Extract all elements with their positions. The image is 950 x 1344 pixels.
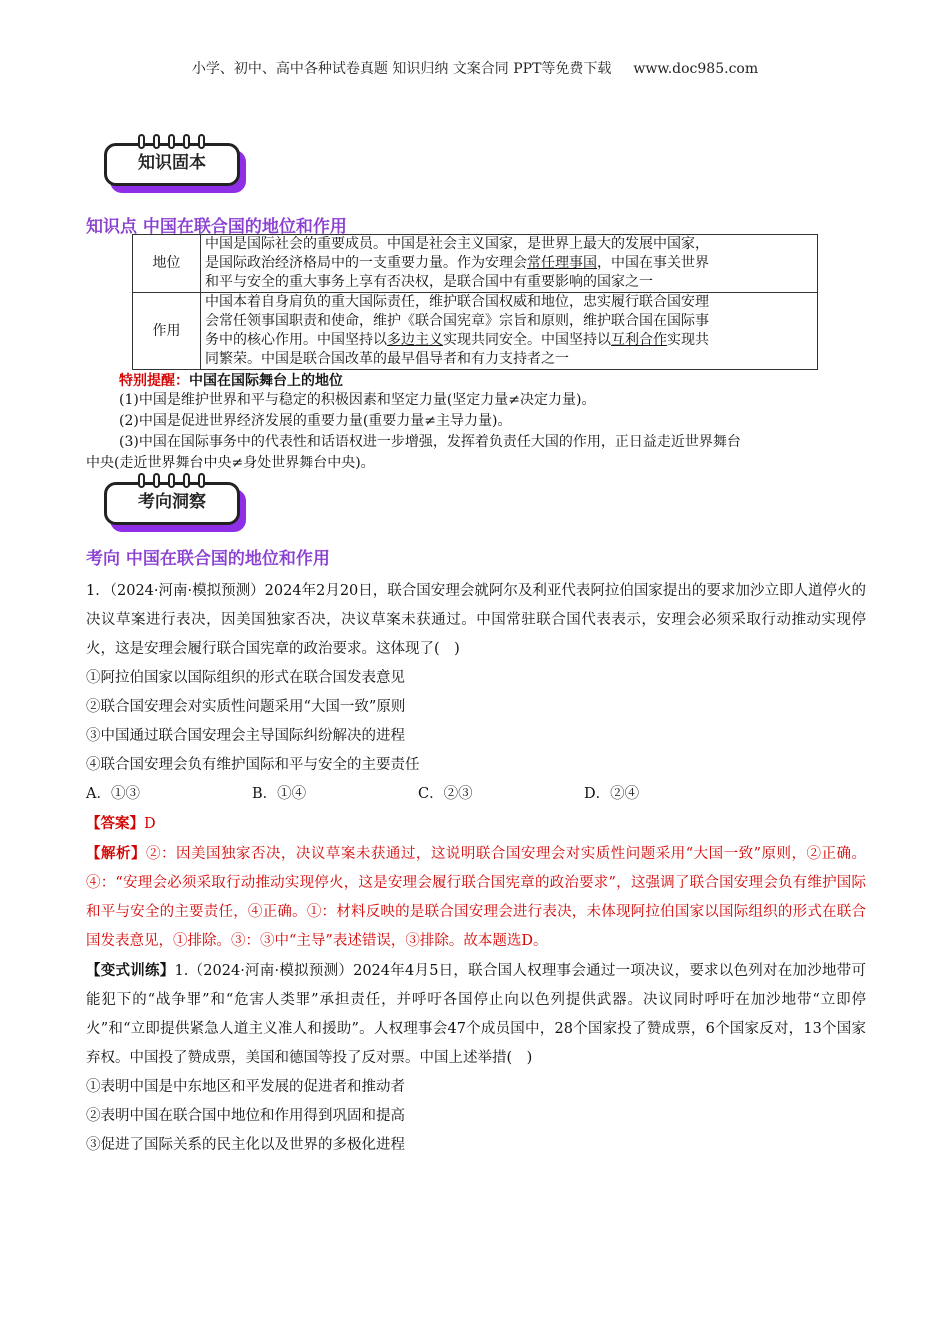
row-label: 地位 — [133, 235, 201, 293]
text-line: 中国本着自身肩负的重大国际责任，维护联合国权威和地位，忠实履行联合国安理 — [205, 294, 709, 310]
table-row — [133, 293, 818, 370]
text-line: 会常任领事国职责和使命，维护《联合国宪章》宗旨和原则，维护联合国在国际事 — [205, 313, 709, 329]
table-row — [133, 235, 818, 293]
question-item: ③促进了国际关系的民主化以及世界的多极化进程 — [86, 1137, 405, 1153]
option-d: D．②④ — [584, 786, 640, 802]
knowledge-table — [132, 234, 818, 370]
option-c: C．②③ — [418, 786, 473, 802]
question-item: ①阿拉伯国家以国际组织的形式在联合国发表意见 — [86, 670, 405, 686]
variant-stem — [86, 956, 866, 1073]
text-line: 和平与安全的重大事务上享有否决权，是联合国中有重要影响的国家之一 — [205, 274, 653, 290]
text-line: 同繁荣。中国是联合国改革的最早倡导者和有力支持者之一 — [205, 351, 569, 367]
insight-badge-label: 考向洞察 — [138, 492, 206, 512]
row-content — [201, 293, 818, 370]
header-text: 小学、初中、高中各种试卷真题 知识归纳 文案合同 PPT等免费下载 — [191, 61, 612, 77]
answer-value: D — [144, 816, 156, 832]
answer-line — [86, 809, 866, 839]
analysis-tag: 【解析】 — [86, 845, 146, 862]
text-line: 是国际政治经济格局中的一支重要力量。作为安理会常任理事国，中国在事关世界 — [205, 255, 709, 271]
text-line: 中国是国际社会的重要成员。中国是社会主义国家，是世界上最大的发展中国家， — [205, 236, 709, 252]
knowledge-badge-label: 知识固本 — [138, 153, 206, 173]
tip-title: 中国在国际舞台上的地位 — [189, 373, 343, 389]
question-item: ④联合国安理会负有维护国际和平与安全的主要责任 — [86, 757, 420, 773]
header-url: www.doc985.com — [633, 61, 759, 77]
answer-tag: 【答案】 — [86, 815, 144, 832]
text-line: 务中的核心作用。中国坚持以多边主义实现共同安全。中国坚持以互利合作实现共 — [205, 332, 709, 348]
tip-item: (1)中国是维护世界和平与稳定的积极因素和坚定力量(坚定力量≠决定力量)。 — [119, 392, 596, 408]
analysis-text: ②：因美国独家否决，决议草案未获通过，这说明联合国安理会对实质性问题采用“大国一致”原则，②正确。④：“安理会必须采取行动推动实现停火，这是安理会履行联合国宪章的政治要求”，这强调了联合国安理会负有维护国际和平与安全的主要责任，④正确。①：材料反映的是联合国安理会进行表决，未体现阿拉伯国家以国际组织的形式在联合国发表意见，①排除。③：③中“主导”表述错误，③排除。故本题选D。 — [86, 846, 867, 949]
row-content — [201, 235, 818, 293]
tip-item: (3)中国在国际事务中的代表性和话语权进一步增强，发挥着负责任大国的作用，正日益走近世界舞台 — [119, 434, 741, 450]
question-item: ③中国通过联合国安理会主导国际纠纷解决的进程 — [86, 728, 405, 744]
page-header — [0, 58, 950, 78]
knowledge-badge — [104, 143, 246, 193]
exam-direction-title: 考向 中国在联合国的地位和作用 — [86, 549, 330, 569]
variant-tag: 【变式训练】 — [86, 962, 175, 979]
row-label: 作用 — [133, 293, 201, 370]
knowledge-point-title: 知识点 中国在联合国的地位和作用 — [86, 217, 347, 237]
tip-item: (2)中国是促进世界经济发展的重要力量(重要力量≠主导力量)。 — [119, 413, 512, 429]
tip-heading — [119, 372, 343, 391]
question-item: ②联合国安理会对实质性问题采用“大国一致”原则 — [86, 699, 406, 715]
question-item: ①表明中国是中东地区和平发展的促进者和推动者 — [86, 1079, 405, 1095]
insight-badge — [104, 482, 246, 532]
question-item: ②表明中国在联合国中地位和作用得到巩固和提高 — [86, 1108, 405, 1124]
question-1 — [86, 577, 866, 1160]
option-a: A．①③ — [86, 786, 140, 802]
question-stem: 1．（2024·河南·模拟预测）2024年2月20日，联合国安理会就阿尔及利亚代表阿拉伯国家提出的要求加沙立即人道停火的决议草案进行表决，因美国独家否决，决议草案未获通过。中国常驻联合国代表表示，安理会必须采取行动推动实现停火，这是安理会履行联合国宪章的政治要求。这体现了( ) — [86, 583, 866, 657]
analysis — [86, 839, 866, 956]
variant-text: 1.（2024·河南·模拟预测）2024年4月5日，联合国人权理事会通过一项决议，要求以色列对在加沙地带可能犯下的“战争罪”和“危害人类罪”承担责任，并呼吁各国停止向以色列提供武器。决议同时呼吁在加沙地带“立即停火”和“立即提供紧急人道主义准人和援助”。人权理事会47个成员国中，28个国家投了赞成票，6个国家反对，13个国家弃权。中国投了赞成票，美国和德国等投了反对票。中国上述举措( ) — [86, 963, 866, 1066]
tip-item: 中央(走近世界舞台中央≠身处世界舞台中央)。 — [86, 455, 375, 471]
answer-options — [86, 780, 866, 809]
option-b: B．①④ — [252, 786, 307, 802]
tip-label: 特别提醒： — [119, 373, 189, 389]
